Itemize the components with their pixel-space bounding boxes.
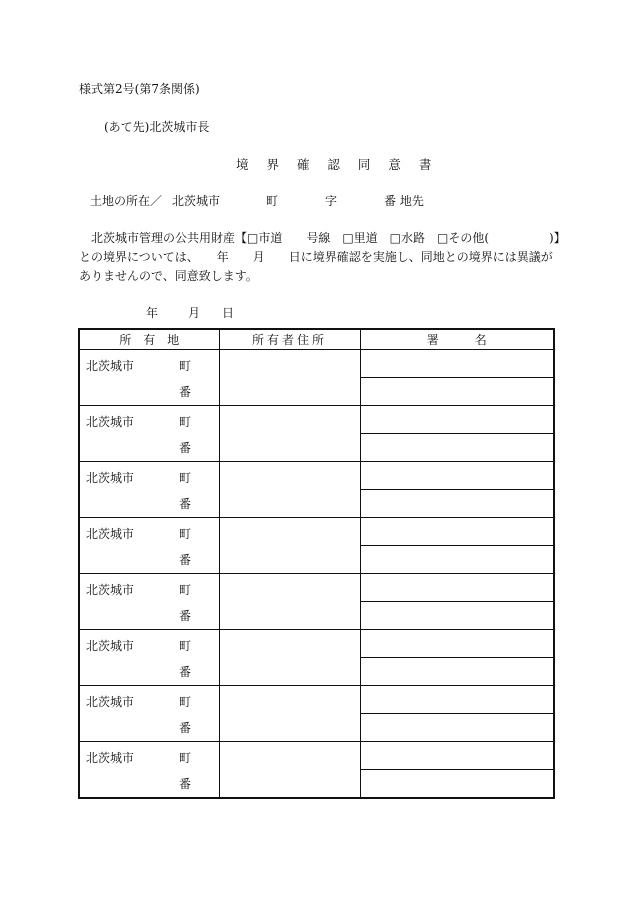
land-cho: 町 [179, 695, 192, 709]
header-address [219, 329, 360, 350]
land-cho: 町 [179, 471, 192, 485]
signature-cell-lower[interactable] [360, 490, 554, 518]
signature-cell-upper[interactable] [360, 350, 554, 378]
date-month: 月 [188, 306, 201, 320]
owner-address-cell[interactable] [219, 630, 360, 686]
table-header-row [79, 329, 554, 350]
land-city: 北茨城市 [86, 471, 135, 485]
statement-line-1: 北茨城市管理の公共用財産【□市道 号線 □里道 □水路 □その他( )】 [91, 231, 566, 245]
land-ban: 番 [179, 441, 192, 455]
land-ban: 番 [179, 665, 192, 679]
land-cho: 町 [179, 359, 192, 373]
header-signature-label: 署 名 [426, 333, 487, 347]
land-cell [79, 742, 219, 799]
table-row [79, 574, 554, 602]
land-ban: 番 [179, 777, 192, 791]
date-row [146, 304, 246, 320]
land-ban: 番 [179, 497, 192, 511]
table-row [79, 462, 554, 490]
land-cho: 町 [179, 639, 192, 653]
document-title: 境 界 確 認 同 意 書 [236, 157, 439, 172]
land-city: 北茨城市 [86, 415, 135, 429]
land-location-aza: 字 [325, 194, 338, 208]
owner-address-cell[interactable] [219, 518, 360, 574]
land-city: 北茨城市 [86, 527, 135, 541]
land-cho: 町 [179, 751, 192, 765]
statement-line-2: との境界については、 年 月 日に境界確認を実施し、同地との境界には異議が [79, 250, 553, 264]
land-ban: 番 [179, 385, 192, 399]
header-land-label: 所 有 地 [119, 333, 180, 347]
signature-cell-upper[interactable] [360, 630, 554, 658]
land-cell [79, 518, 219, 574]
owner-table [78, 328, 555, 799]
signature-cell-upper[interactable] [360, 518, 554, 546]
date-day: 日 [222, 306, 235, 320]
land-cho: 町 [179, 583, 192, 597]
land-city: 北茨城市 [86, 639, 135, 653]
land-ban: 番 [179, 553, 192, 567]
header-signature [360, 329, 554, 350]
form-number: 様式第2号(第7条関係) [79, 82, 200, 96]
land-location-banchi: 番 地先 [384, 194, 424, 208]
table-row [79, 518, 554, 546]
signature-cell-lower[interactable] [360, 714, 554, 742]
signature-cell-lower[interactable] [360, 434, 554, 462]
signature-cell-upper[interactable] [360, 742, 554, 770]
land-cell [79, 462, 219, 518]
land-ban: 番 [179, 721, 192, 735]
land-cell [79, 406, 219, 462]
land-location-row [90, 192, 440, 208]
owner-address-cell[interactable] [219, 462, 360, 518]
owner-address-cell[interactable] [219, 406, 360, 462]
signature-cell-lower[interactable] [360, 602, 554, 630]
signature-cell-upper[interactable] [360, 686, 554, 714]
header-land [79, 329, 219, 350]
signature-cell-lower[interactable] [360, 378, 554, 406]
land-cho: 町 [179, 527, 192, 541]
addressee: (あて先)北茨城市長 [104, 120, 210, 134]
date-year: 年 [146, 306, 159, 320]
table-row [79, 406, 554, 434]
land-cho: 町 [179, 415, 192, 429]
table-row [79, 686, 554, 714]
owner-address-cell[interactable] [219, 350, 360, 406]
land-cell [79, 350, 219, 406]
land-location-city: 北茨城市 [172, 194, 221, 208]
statement-line-3: ありませんので、同意致します。 [79, 269, 258, 283]
table-row [79, 630, 554, 658]
signature-cell-lower[interactable] [360, 658, 554, 686]
owner-address-cell[interactable] [219, 574, 360, 630]
signature-cell-lower[interactable] [360, 770, 554, 799]
land-city: 北茨城市 [86, 751, 135, 765]
land-cell [79, 630, 219, 686]
signature-cell-upper[interactable] [360, 462, 554, 490]
table-row [79, 350, 554, 378]
owner-address-cell[interactable] [219, 742, 360, 799]
land-location-label: 土地の所在／ [90, 194, 163, 208]
land-cell [79, 686, 219, 742]
land-location-cho: 町 [266, 194, 279, 208]
owner-address-cell[interactable] [219, 686, 360, 742]
land-city: 北茨城市 [86, 695, 135, 709]
signature-cell-upper[interactable] [360, 574, 554, 602]
land-cell [79, 574, 219, 630]
land-city: 北茨城市 [86, 359, 135, 373]
signature-cell-lower[interactable] [360, 546, 554, 574]
table-row [79, 742, 554, 770]
header-address-label: 所有者住所 [251, 333, 327, 347]
signature-cell-upper[interactable] [360, 406, 554, 434]
consent-statement [79, 229, 566, 286]
land-ban: 番 [179, 609, 192, 623]
land-city: 北茨城市 [86, 583, 135, 597]
